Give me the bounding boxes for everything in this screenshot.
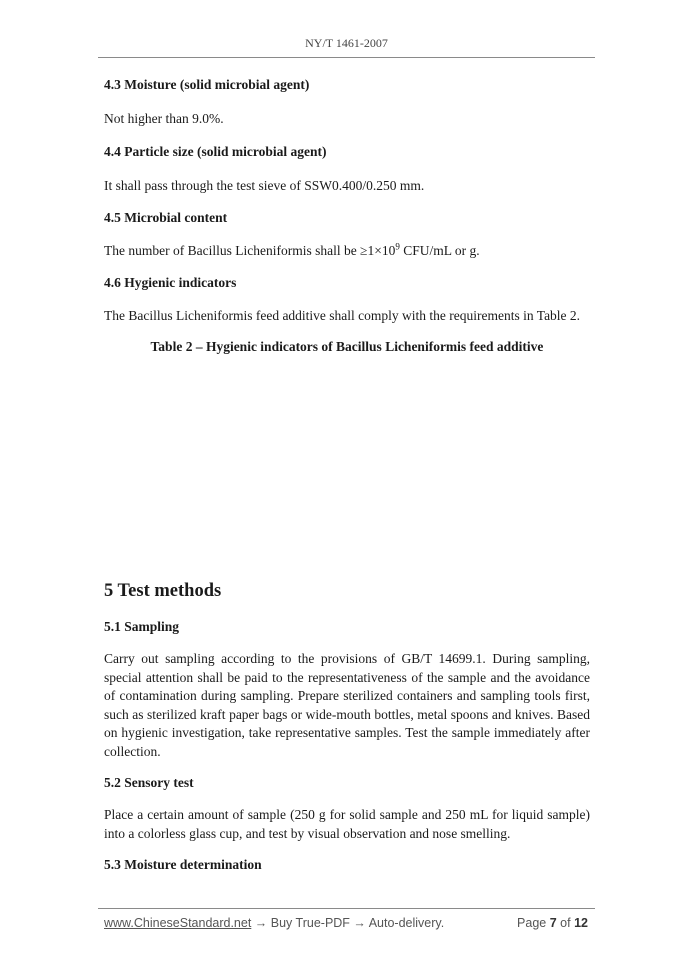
heading-4-5: 4.5 Microbial content (104, 210, 228, 225)
paragraph-4-6: The Bacillus Licheniformis feed additive shall comply with the requirements in Table 2. (104, 307, 581, 323)
page-current: 7 (549, 916, 557, 930)
table-2-placeholder (104, 356, 590, 566)
paragraph-4-5-post: CFU/mL or g. (399, 243, 480, 258)
heading-5: 5 Test methods (104, 581, 222, 601)
paragraph-4-4: It shall pass through the test sieve of SSW0.400/0.250 mm. (104, 177, 425, 193)
paragraph-4-3: Not higher than 9.0%. (104, 111, 224, 126)
footer-tagline: → Buy True-PDF → Auto-delivery. (251, 916, 445, 930)
page-label: Page (517, 916, 547, 930)
paragraph-4-5-pre: The number of Bacillus Licheniformis shall be ≥1×10 (104, 243, 396, 258)
heading-5-2: 5.2 Sensory test (104, 775, 194, 790)
running-header: NY/T 1461-2007 (305, 36, 388, 50)
footer-promo (104, 916, 444, 930)
paragraph-5-2: Place a certain amount of sample (250 g for solid sample and 250 mL for liquid sample) into a colorless glass cup, and test by visual observation and nose smelling. (104, 807, 590, 841)
heading-4-3: 4.3 Moisture (solid microbial agent) (104, 77, 310, 92)
heading-4-6: 4.6 Hygienic indicators (104, 274, 237, 290)
footer-rule (98, 908, 595, 909)
exponent: 9 (395, 241, 400, 252)
table-2-caption: Table 2 – Hygienic indicators of Bacillus Licheniformis feed additive (150, 339, 544, 354)
header-rule (98, 57, 595, 58)
site-link[interactable]: www.ChineseStandard.net (104, 916, 252, 930)
paragraph-5-1: Carry out sampling according to the provisions of GB/T 14699.1. During sampling, special attention shall be paid to the representativeness of the sample and the avoidance of contamination during sampling. Prepare sterilized containers and sampling tools first, such as sterilized kraft paper bags or wide-mouth bottles, metal spoons and knives. Based on hygienic investigation, take representative samples. Test the sample immediately after collection. (104, 651, 590, 759)
page-body (104, 72, 590, 874)
paragraph-4-5 (104, 242, 590, 261)
page-indicator (517, 916, 588, 930)
heading-4-4: 4.4 Particle size (solid microbial agent) (104, 143, 327, 159)
heading-5-1: 5.1 Sampling (104, 619, 180, 634)
page-of: of (560, 916, 571, 930)
heading-5-3: 5.3 Moisture determination (104, 857, 262, 872)
page-total: 12 (574, 916, 588, 930)
